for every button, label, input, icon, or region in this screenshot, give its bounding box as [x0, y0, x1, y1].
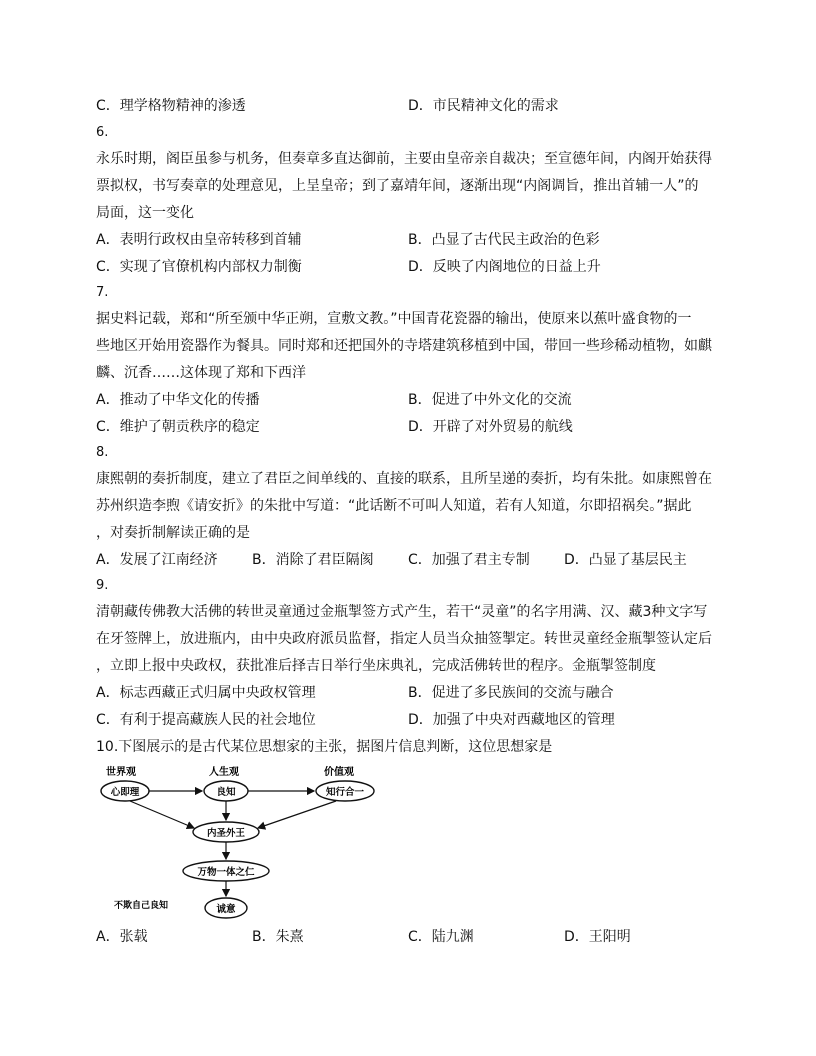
q7-option-a[interactable]: A．推动了中华文化的传播 [96, 392, 260, 408]
q5-option-c[interactable]: C．理学格物精神的渗透 [96, 98, 246, 114]
q8-option-b[interactable]: B．消除了君臣隔阂 [252, 552, 374, 568]
q6-stem-line: 局面，这一变化 [96, 205, 194, 221]
q9-option-c[interactable]: C．有利于提高藏族人民的社会地位 [96, 712, 316, 728]
q9-option-a[interactable]: A．标志西藏正式归属中央政权管理 [96, 685, 316, 701]
q7-option-d[interactable]: D．开辟了对外贸易的航线 [408, 419, 573, 435]
q6-stem-line: 永乐时期，阁臣虽参与机务，但奏章多直达御前，主要由皇帝亲自裁决；至宣德年间，内阁开始获得 [96, 151, 712, 167]
q8-option-c[interactable]: C．加强了君主专制 [408, 552, 530, 568]
q10-option-b[interactable]: B．朱熹 [252, 929, 304, 945]
label-worldview: 世界观 [106, 767, 136, 778]
q7-stem-line: 麟、沉香……这体现了郑和下西洋 [96, 365, 306, 381]
q6-option-a[interactable]: A．表明行政权由皇帝转移到首辅 [96, 232, 302, 248]
arrow-zhixing-neisheng [258, 801, 336, 828]
q8-stem-line: 苏州织造李煦《请安折》的朱批中写道：“此话断不可叫人知道，若有人知道，尔即招祸矣。”据此 [96, 498, 692, 514]
q5-option-d[interactable]: D．市民精神文化的需求 [408, 98, 559, 114]
q9-stem-line: 清朝藏传佛教大活佛的转世灵童通过金瓶掣签方式产生，若干“灵童”的名字用满、汉、藏3种文字写 [96, 604, 708, 620]
q8-number: 8. [96, 445, 109, 460]
q7-number: 7. [96, 285, 109, 300]
q6-number: 6. [96, 125, 109, 140]
q9-option-b[interactable]: B．促进了多民族间的交流与融合 [408, 685, 614, 701]
q7-option-b[interactable]: B．促进了中外文化的交流 [408, 392, 572, 408]
node-neisheng: 内圣外王 [206, 828, 246, 839]
node-wanwu: 万物一体之仁 [197, 867, 255, 878]
q6-option-b[interactable]: B．凸显了古代民主政治的色彩 [408, 232, 600, 248]
node-chengyi: 诚意 [216, 904, 236, 915]
q6-option-d[interactable]: D．反映了内阁地位的日益上升 [408, 259, 601, 275]
node-xinjili: 心即理 [110, 787, 140, 798]
label-valueview: 价值观 [324, 767, 354, 778]
q8-stem-line: ，对奏折制解读正确的是 [96, 525, 250, 541]
q10-option-c[interactable]: C．陆九渊 [408, 929, 474, 945]
node-liangzhi: 良知 [216, 787, 236, 798]
q8-option-d[interactable]: D．凸显了基层民主 [564, 552, 687, 568]
q7-stem-line: 些地区开始用瓷器作为餐具。同时郑和还把国外的寺塔建筑移植到中国，带回一些珍稀动植物，如麒 [96, 338, 712, 354]
q10-option-d[interactable]: D．王阳明 [564, 929, 631, 945]
q7-stem-line: 据史料记载，郑和“所至颁中华正朔，宣敷文教。”中国青花瓷器的输出，使原来以蕉叶盛食物的一 [96, 311, 692, 327]
label-lifeview: 人生观 [209, 767, 239, 778]
q9-number: 9. [96, 578, 109, 593]
q9-stem-line: ，立即上报中央政权，获批准后择吉日举行坐床典礼，完成活佛转世的程序。金瓶掣签制度 [96, 658, 656, 674]
q8-stem-line: 康熙朝的奏折制度，建立了君臣之间单线的、直接的联系，且所呈递的奏折，均有朱批。如康熙曾在 [96, 471, 712, 487]
q10-stem: 10.下图展示的是古代某位思想家的主张，据图片信息判断，这位思想家是 [96, 739, 553, 755]
q7-option-c[interactable]: C．维护了朝贡秩序的稳定 [96, 419, 260, 435]
side-note-buqi: 不欺自己良知 [114, 901, 169, 911]
q9-option-d[interactable]: D．加强了中央对西藏地区的管理 [408, 712, 615, 728]
q10-option-a[interactable]: A．张载 [96, 929, 148, 945]
q6-stem-line: 票拟权，书写奏章的处理意见，上呈皇帝；到了嘉靖年间，逐渐出现“内阁调旨，推出首辅一人”的 [96, 178, 699, 194]
node-zhixing: 知行合一 [325, 787, 365, 798]
arrow-xinjili-neisheng [130, 801, 194, 828]
q9-stem-line: 在牙签牌上，放进瓶内，由中央政府派员监督，指定人员当众抽签掣定。转世灵童经金瓶掣签认定后 [96, 631, 712, 647]
q8-option-a[interactable]: A．发展了江南经济 [96, 552, 218, 568]
q6-option-c[interactable]: C．实现了官僚机构内部权力制衡 [96, 259, 302, 275]
thinker-diagram [96, 762, 386, 922]
